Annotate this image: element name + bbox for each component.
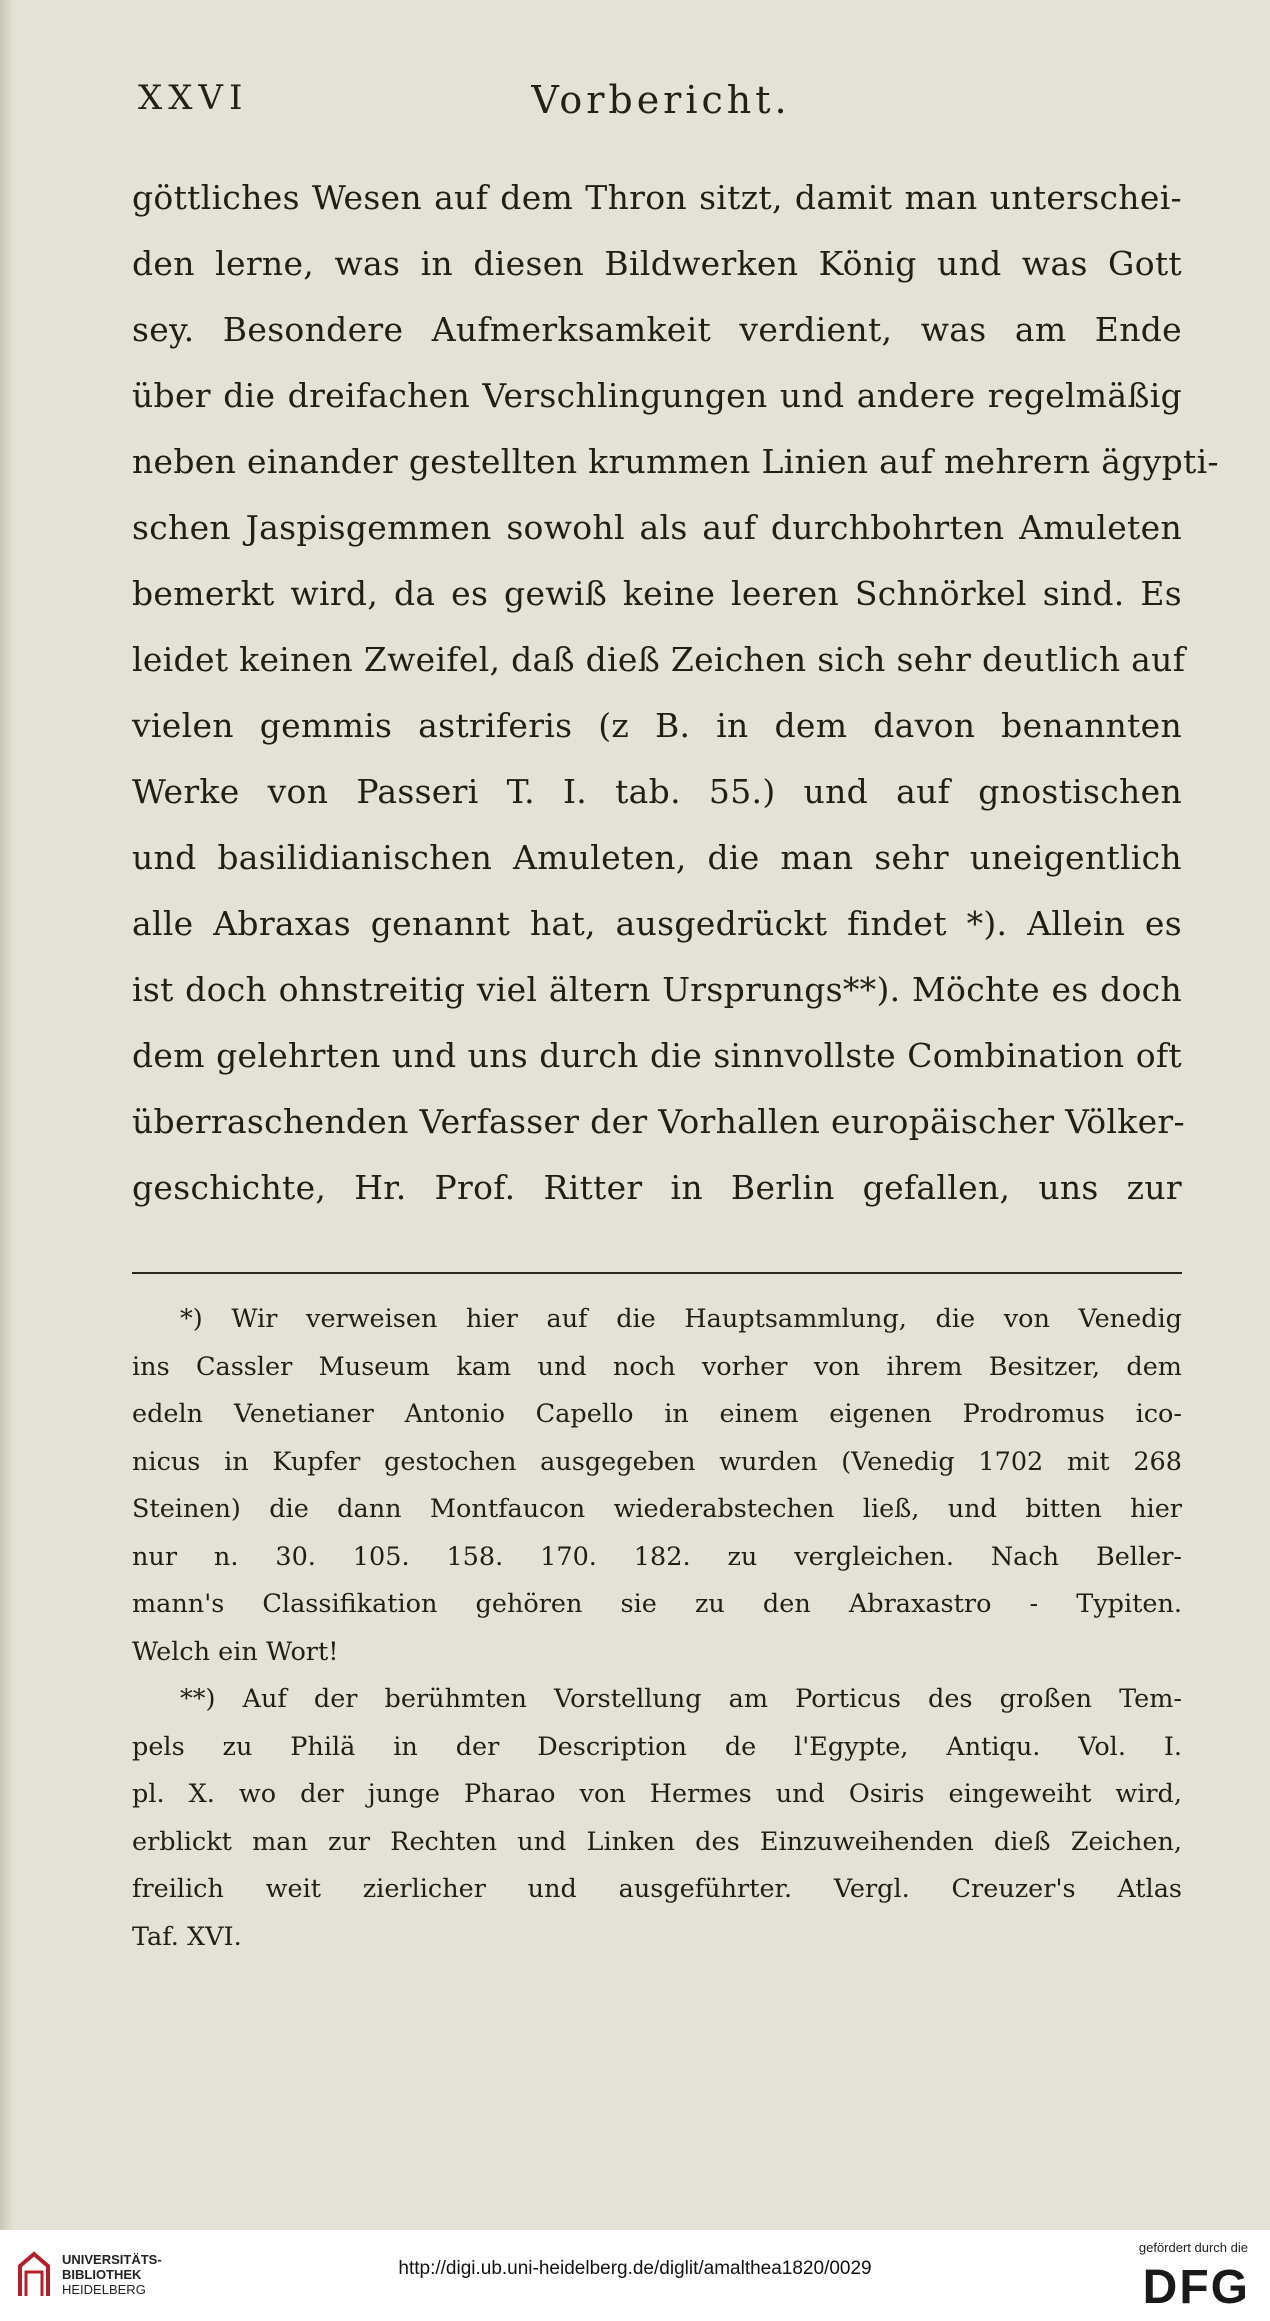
- footnote-line: erblickt man zur Rechten und Linken des Einzuweihenden dieß Zeichen,: [132, 1826, 1182, 1857]
- footnote-line: *) Wir verweisen hier auf die Hauptsammlung, die von Venedig: [180, 1304, 1182, 1334]
- footnotes: [132, 1296, 1182, 1961]
- viewer-footer: [0, 2230, 1270, 2321]
- permalink-url[interactable]: http://digi.ub.uni-heidelberg.de/diglit/amalthea1820/0029: [398, 2258, 872, 2279]
- text-line: und basilidianischen Amuleten, die man sehr uneigentlich: [132, 838, 1182, 877]
- text-line: über die dreifachen Verschlingungen und andere regelmäßig: [132, 376, 1182, 415]
- footnote-line: **) Auf der berühmten Vorstellung am Porticus des großen Tem-: [180, 1684, 1182, 1714]
- text-line: neben einander gestellten krummen Linien auf mehrern ägypti-: [132, 442, 1219, 481]
- main-text: [132, 165, 1219, 1221]
- footnote-line: nur n. 30. 105. 158. 170. 182. zu vergleichen. Nach Beller-: [132, 1541, 1182, 1572]
- text-line: Werke von Passeri T. I. tab. 55.) und auf gnostischen: [132, 772, 1182, 811]
- text-line: göttliches Wesen auf dem Thron sitzt, damit man unterschei-: [132, 178, 1182, 217]
- footnote-line: ins Cassler Museum kam und noch vorher von ihrem Besitzer, dem: [132, 1351, 1182, 1382]
- running-title: Vorbericht.: [531, 78, 791, 122]
- text-line: geschichte, Hr. Prof. Ritter in Berlin gefallen, uns zur: [132, 1168, 1182, 1207]
- footnote-line: Steinen) die dann Montfaucon wiederabstechen ließ, und bitten hier: [132, 1494, 1182, 1524]
- funded-by-label: gefördert durch die: [1138, 2240, 1248, 2255]
- running-header: [138, 78, 1184, 128]
- footnote-2: [132, 1676, 1182, 1961]
- text-line: leidet keinen Zweifel, daß dieß Zeichen sich sehr deutlich auf: [132, 640, 1186, 679]
- text-line: alle Abraxas genannt hat, ausgedrückt findet *). Allein es: [132, 904, 1182, 943]
- footnote-line: Welch ein Wort!: [132, 1636, 339, 1667]
- text-line: bemerkt wird, da es gewiß keine leeren Schnörkel sind. Es: [132, 574, 1182, 613]
- footnote-line: pl. X. wo der junge Pharao von Hermes und Osiris eingeweiht wird,: [132, 1779, 1182, 1809]
- library-name-line: BIBLIOTHEK: [62, 2267, 142, 2282]
- text-line: vielen gemmis astriferis (z B. in dem davon benannten: [132, 706, 1182, 745]
- text-line: dem gelehrten und uns durch die sinnvollste Combination oft: [132, 1036, 1182, 1075]
- footnote-line: Taf. XVI.: [132, 1921, 242, 1952]
- footnote-line: freilich weit zierlicher und ausgeführter. Vergl. Creuzer's Atlas: [132, 1874, 1182, 1904]
- library-city: HEIDELBERG: [62, 2282, 146, 2297]
- text-line: überraschenden Verfasser der Vorhallen europäischer Völker-: [132, 1102, 1185, 1141]
- footnote-line: mann's Classifikation gehören sie zu den Abraxastro - Typiten.: [132, 1589, 1182, 1619]
- text-line: den lerne, was in diesen Bildwerken König und was Gott: [132, 244, 1182, 283]
- page-number: XXVI: [138, 78, 249, 118]
- footnote-1: [132, 1296, 1182, 1676]
- dfg-logo: DFG: [1142, 2261, 1250, 2314]
- text-line: sey. Besondere Aufmerksamkeit verdient, was am Ende: [132, 310, 1182, 349]
- text-line: schen Jaspisgemmen sowohl als auf durchbohrten Amuleten: [132, 508, 1182, 547]
- footnote-separator-rule: [132, 1272, 1182, 1274]
- library-name-line: UNIVERSITÄTS-: [62, 2252, 162, 2267]
- footnote-line: nicus in Kupfer gestochen ausgegeben wurden (Venedig 1702 mit 268: [132, 1446, 1182, 1477]
- footnote-line: edeln Venetianer Antonio Capello in einem eigenen Prodromus ico-: [132, 1399, 1182, 1429]
- text-line: ist doch ohnstreitig viel ältern Ursprungs**). Möchte es doch: [132, 970, 1182, 1009]
- footnote-line: pels zu Philä in der Description de l'Egypte, Antiqu. Vol. I.: [132, 1731, 1182, 1762]
